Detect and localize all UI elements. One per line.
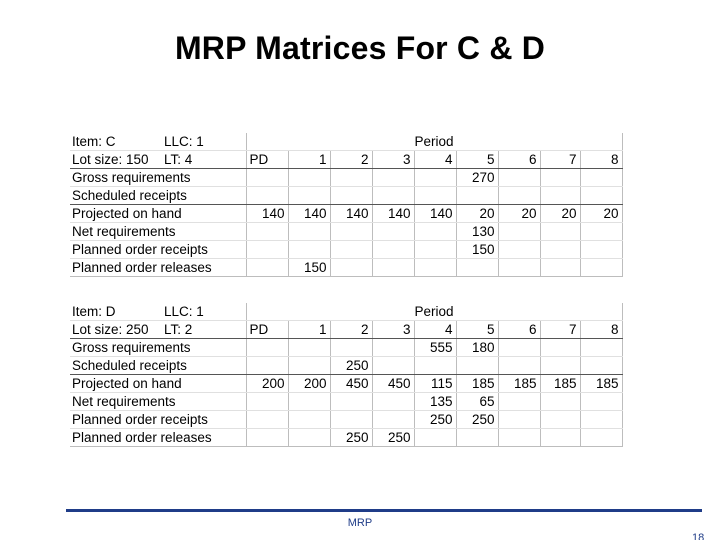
footer-divider — [66, 509, 702, 512]
table-cell — [498, 411, 540, 429]
table-cell: 250 — [372, 429, 414, 447]
period-number: 5 — [456, 321, 498, 339]
table-cell — [580, 357, 622, 375]
table-cell: 450 — [372, 375, 414, 393]
table-cell: 270 — [456, 169, 498, 187]
table-cell — [580, 339, 622, 357]
table-cell: 140 — [246, 205, 288, 223]
table-cell — [540, 187, 580, 205]
page-number: 18 — [692, 532, 705, 540]
table-cell: 250 — [330, 429, 372, 447]
lot-info-cell — [70, 321, 246, 339]
period-number: 1 — [288, 321, 330, 339]
item-info — [72, 303, 243, 320]
table-row — [70, 223, 622, 241]
table-cell — [540, 259, 580, 277]
table-cell: 450 — [330, 375, 372, 393]
item-info-cell — [70, 133, 246, 151]
table-cell: 140 — [372, 205, 414, 223]
table-cell: 200 — [288, 375, 330, 393]
table-row — [70, 375, 622, 393]
row-label: Projected on hand — [70, 205, 246, 223]
table-cell — [540, 393, 580, 411]
llc-value: LLC: 1 — [164, 134, 204, 149]
row-label: Net requirements — [70, 223, 246, 241]
pd-header: PD — [246, 151, 288, 169]
table-cell — [372, 169, 414, 187]
table-cell — [498, 357, 540, 375]
table-cell — [498, 169, 540, 187]
table-row — [70, 241, 622, 259]
item-name: Item: D — [72, 304, 116, 319]
lot-size: Lot size: 250 — [72, 322, 149, 337]
table-row — [70, 339, 622, 357]
table-cell — [372, 187, 414, 205]
table-cell — [246, 169, 288, 187]
period-number: 7 — [540, 321, 580, 339]
period-number: 6 — [498, 321, 540, 339]
table-cell — [372, 241, 414, 259]
table-cell — [498, 429, 540, 447]
table-cell: 20 — [456, 205, 498, 223]
table-cell — [288, 429, 330, 447]
table-cell: 185 — [540, 375, 580, 393]
table-cell — [372, 259, 414, 277]
lot-info — [72, 321, 243, 338]
table-cell: 65 — [456, 393, 498, 411]
table-cell — [246, 339, 288, 357]
period-number: 8 — [580, 321, 622, 339]
table-cell — [456, 357, 498, 375]
table-cell — [540, 357, 580, 375]
period-number: 2 — [330, 321, 372, 339]
table-row — [70, 357, 622, 375]
table-cell — [246, 259, 288, 277]
table-cell — [330, 393, 372, 411]
row-label: Gross requirements — [70, 339, 246, 357]
table-cell — [246, 357, 288, 375]
table-cell — [330, 223, 372, 241]
table-cell — [456, 187, 498, 205]
lot-info-cell — [70, 151, 246, 169]
table-cell — [414, 169, 456, 187]
table-cell — [330, 411, 372, 429]
table-cell: 20 — [498, 205, 540, 223]
table-cell — [498, 223, 540, 241]
table-cell — [372, 393, 414, 411]
table-cell — [580, 223, 622, 241]
period-number: 4 — [414, 321, 456, 339]
table-cell — [330, 169, 372, 187]
table-cell — [372, 339, 414, 357]
table-cell: 140 — [330, 205, 372, 223]
table-cell — [456, 429, 498, 447]
period-number: 6 — [498, 151, 540, 169]
table-cell — [540, 411, 580, 429]
table-cell: 150 — [456, 241, 498, 259]
table-cell — [456, 259, 498, 277]
table-cell: 20 — [580, 205, 622, 223]
footer-label: MRP — [347, 517, 373, 529]
table-cell — [330, 259, 372, 277]
table-cell: 250 — [330, 357, 372, 375]
table-cell — [246, 241, 288, 259]
table-row — [70, 303, 622, 321]
row-label: Scheduled receipts — [70, 187, 246, 205]
row-label: Projected on hand — [70, 375, 246, 393]
table-cell — [246, 411, 288, 429]
item-info-cell — [70, 303, 246, 321]
table-cell: 150 — [288, 259, 330, 277]
table-row — [70, 429, 622, 447]
table-cell — [580, 169, 622, 187]
item-info — [72, 133, 243, 150]
row-label: Planned order releases — [70, 429, 246, 447]
table-cell — [288, 169, 330, 187]
period-number: 3 — [372, 321, 414, 339]
period-header: Period — [246, 303, 622, 321]
table-cell — [288, 339, 330, 357]
table-row — [70, 169, 622, 187]
table-cell — [414, 429, 456, 447]
period-number: 5 — [456, 151, 498, 169]
period-number: 3 — [372, 151, 414, 169]
table-cell — [330, 187, 372, 205]
lot-info — [72, 151, 243, 168]
table-cell: 200 — [246, 375, 288, 393]
pd-header: PD — [246, 321, 288, 339]
table-cell — [414, 223, 456, 241]
table-cell: 20 — [540, 205, 580, 223]
table-cell — [372, 223, 414, 241]
table-cell: 185 — [456, 375, 498, 393]
table-cell — [288, 241, 330, 259]
table-cell — [246, 429, 288, 447]
period-header: Period — [246, 133, 622, 151]
table-cell — [288, 187, 330, 205]
table-row — [70, 151, 622, 169]
mrp-table-d — [70, 303, 623, 447]
table-cell — [498, 339, 540, 357]
table-cell: 180 — [456, 339, 498, 357]
table-cell — [580, 411, 622, 429]
period-number: 7 — [540, 151, 580, 169]
llc-value: LLC: 1 — [164, 304, 204, 319]
table-cell: 250 — [456, 411, 498, 429]
table-cell — [288, 393, 330, 411]
table-cell — [330, 241, 372, 259]
table-row — [70, 393, 622, 411]
table-cell — [580, 259, 622, 277]
row-label: Planned order receipts — [70, 411, 246, 429]
table-cell — [330, 339, 372, 357]
table-cell: 140 — [414, 205, 456, 223]
table-cell — [288, 223, 330, 241]
table-cell — [246, 393, 288, 411]
period-number: 8 — [580, 151, 622, 169]
table-row — [70, 321, 622, 339]
table-cell — [540, 169, 580, 187]
row-label: Planned order releases — [70, 259, 246, 277]
table-cell: 140 — [288, 205, 330, 223]
lot-size: Lot size: 150 — [72, 152, 149, 167]
table-cell: 115 — [414, 375, 456, 393]
table-cell — [372, 411, 414, 429]
table-cell — [540, 241, 580, 259]
table-cell: 135 — [414, 393, 456, 411]
row-label: Scheduled receipts — [70, 357, 246, 375]
item-name: Item: C — [72, 134, 116, 149]
table-cell — [498, 259, 540, 277]
row-label: Gross requirements — [70, 169, 246, 187]
table-row — [70, 133, 622, 151]
lead-time: LT: 4 — [164, 152, 193, 167]
row-label: Net requirements — [70, 393, 246, 411]
table-cell: 555 — [414, 339, 456, 357]
table-cell — [414, 259, 456, 277]
row-label: Planned order receipts — [70, 241, 246, 259]
table-cell — [580, 241, 622, 259]
table-cell — [288, 411, 330, 429]
period-number: 2 — [330, 151, 372, 169]
table-cell: 185 — [498, 375, 540, 393]
table-cell — [580, 187, 622, 205]
slide-title: MRP Matrices For C & D — [174, 30, 546, 66]
lead-time: LT: 2 — [164, 322, 193, 337]
table-cell — [246, 187, 288, 205]
table-cell — [498, 241, 540, 259]
period-number: 4 — [414, 151, 456, 169]
table-cell — [498, 187, 540, 205]
table-cell — [540, 339, 580, 357]
table-row — [70, 259, 622, 277]
table-cell — [246, 223, 288, 241]
table-cell — [414, 187, 456, 205]
table-cell — [288, 357, 330, 375]
table-cell — [580, 393, 622, 411]
table-cell — [580, 429, 622, 447]
table-row — [70, 187, 622, 205]
table-cell: 185 — [580, 375, 622, 393]
mrp-table-c — [70, 133, 623, 277]
table-cell: 130 — [456, 223, 498, 241]
table-cell — [498, 393, 540, 411]
table-cell: 250 — [414, 411, 456, 429]
table-cell — [414, 357, 456, 375]
period-number: 1 — [288, 151, 330, 169]
table-cell — [540, 429, 580, 447]
table-row — [70, 411, 622, 429]
table-cell — [414, 241, 456, 259]
table-row — [70, 205, 622, 223]
table-cell — [540, 223, 580, 241]
table-cell — [372, 357, 414, 375]
